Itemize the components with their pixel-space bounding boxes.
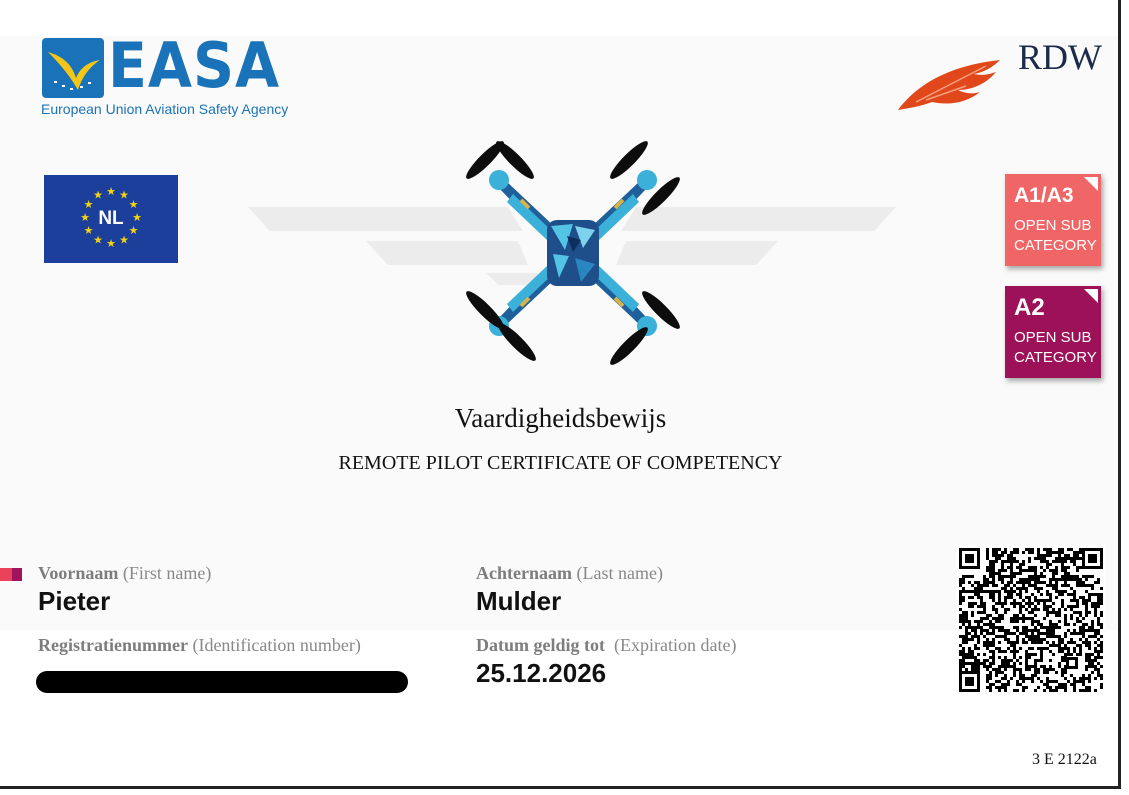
rdw-wing-logo-icon xyxy=(896,56,1004,112)
easa-subtitle: European Union Aviation Safety Agency xyxy=(41,101,289,117)
svg-text:★: ★ xyxy=(93,233,103,247)
expiry-date-value: 25.12.2026 xyxy=(476,658,607,688)
svg-text:★: ★ xyxy=(132,211,142,224)
svg-text:★: ★ xyxy=(119,233,129,247)
svg-text:★: ★ xyxy=(128,198,139,211)
redacted-id-number xyxy=(36,671,408,693)
last-name-label: Achternaam (Last name) xyxy=(476,563,663,583)
category-line-1: OPEN SUB xyxy=(1014,329,1092,346)
svg-text:★: ★ xyxy=(119,188,129,202)
svg-text:★: ★ xyxy=(128,224,139,237)
expiry-date-label: Datum geldig tot (Expiration date) xyxy=(476,635,737,655)
svg-text:★: ★ xyxy=(106,237,116,250)
rdw-wordmark: RDW xyxy=(1018,37,1102,77)
section-marker xyxy=(0,568,22,581)
svg-text:★: ★ xyxy=(106,185,116,198)
category-description xyxy=(1014,328,1097,368)
drone-icon xyxy=(455,140,691,366)
svg-text:★: ★ xyxy=(93,188,103,202)
corner-fold-icon xyxy=(1084,177,1098,191)
category-code: A2 xyxy=(1014,294,1045,321)
category-line-2: CATEGORY xyxy=(1014,237,1097,254)
category-line-2: CATEGORY xyxy=(1014,349,1097,366)
svg-text:★: ★ xyxy=(83,198,94,211)
first-name-label: Voornaam (First name) xyxy=(38,563,212,583)
document-serial: 3 E 2122a xyxy=(1032,751,1097,768)
qr-code xyxy=(956,545,1106,695)
easa-bird-logo-icon xyxy=(42,38,104,98)
eu-flag xyxy=(44,175,178,263)
country-code: NL xyxy=(98,208,124,229)
id-number-label: Registratienummer (Identification number) xyxy=(38,635,361,655)
certificate-title-english: REMOTE PILOT CERTIFICATE OF COMPETENCY xyxy=(338,452,783,474)
svg-text:★: ★ xyxy=(80,211,90,224)
corner-fold-icon xyxy=(1084,289,1098,303)
certificate-title-local: Vaardigheidsbewijs xyxy=(454,403,667,433)
first-name-value: Pieter xyxy=(38,586,111,616)
category-badge-a2 xyxy=(1005,286,1101,378)
category-description xyxy=(1014,216,1097,256)
category-code: A1/A3 xyxy=(1014,184,1074,207)
category-badge-a1-a3 xyxy=(1005,174,1101,266)
svg-text:★: ★ xyxy=(83,224,94,237)
category-line-1: OPEN SUB xyxy=(1014,217,1092,234)
last-name-value: Mulder xyxy=(476,586,562,616)
easa-wordmark: EASA xyxy=(108,29,281,102)
